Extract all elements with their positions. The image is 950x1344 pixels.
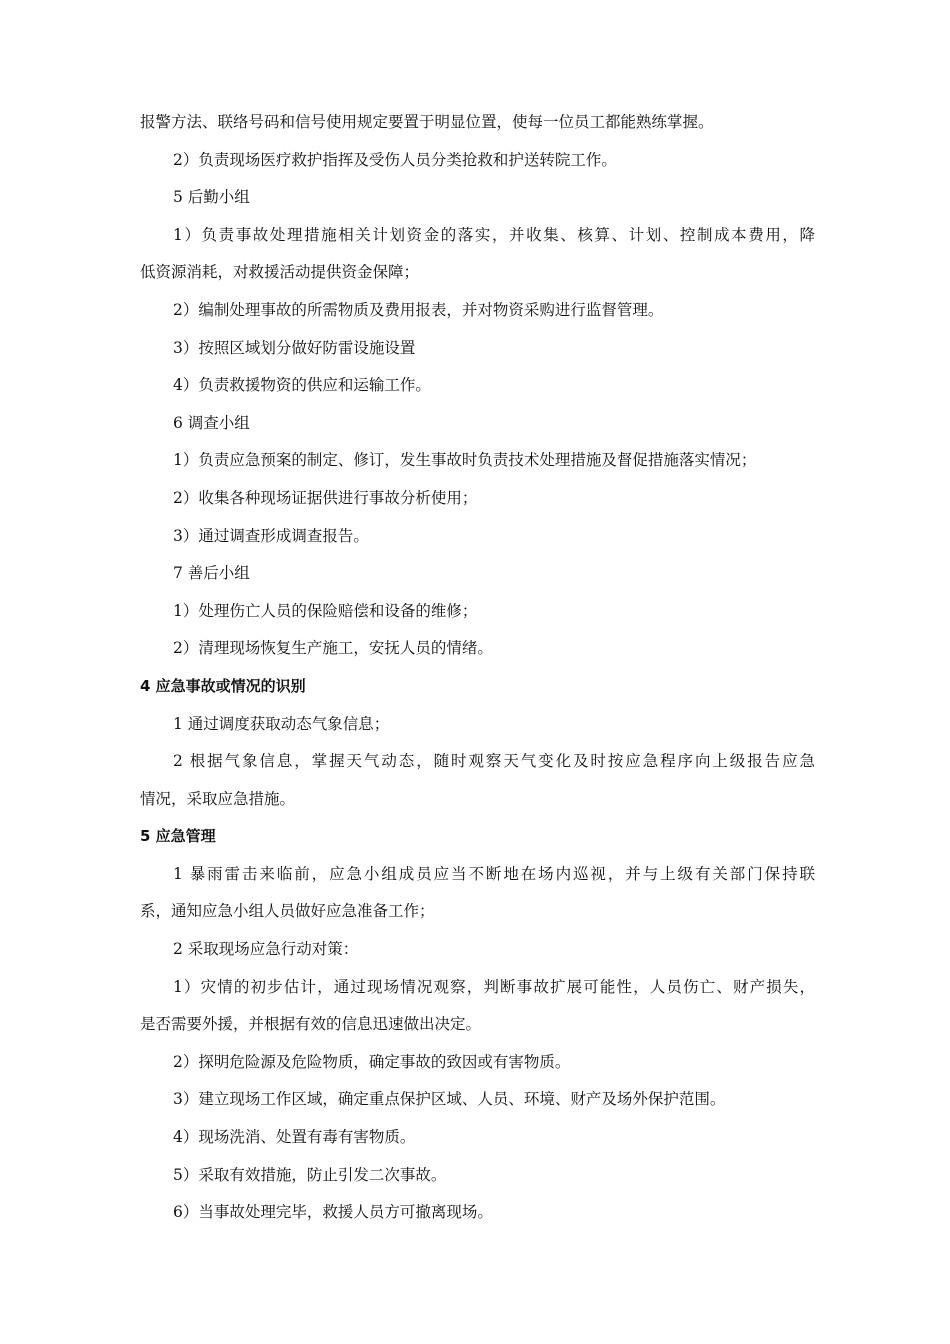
list-item-continuation: 是否需要外援，并根据有效的信息迅速做出决定。 — [140, 1015, 482, 1034]
list-item: 1 暴雨雷击来临前，应急小组成员应当不断地在场内巡视，并与上级有关部门保持联 — [173, 864, 815, 883]
list-item-continuation: 低资源消耗，对救援活动提供资金保障； — [140, 263, 420, 282]
list-item-continuation: 系，通知应急小组人员做好应急准备工作； — [140, 902, 435, 921]
list-item: 3）通过调查形成调查报告。 — [173, 526, 369, 545]
list-item: 1 通过调度获取动态气象信息； — [173, 714, 390, 733]
list-item: 6）当事故处理完毕，救援人员方可撤离现场。 — [173, 1203, 493, 1222]
list-item: 2）负责现场医疗救护指挥及受伤人员分类抢救和护送转院工作。 — [173, 150, 617, 169]
list-item: 4）负责救援物资的供应和运输工作。 — [173, 376, 431, 395]
paragraph-continuation: 报警方法、联络号码和信号使用规定要置于明显位置，使每一位员工都能熟练掌握。 — [140, 113, 714, 131]
list-item: 3）建立现场工作区域，确定重点保护区域、人员、环境、财产及场外保护范围。 — [173, 1090, 726, 1109]
document-page — [140, 104, 815, 1232]
list-item: 2）收集各种现场证据供进行事故分析使用； — [173, 488, 478, 507]
list-item: 1）负责应急预案的制定、修订，发生事故时负责技术处理措施及督促措施落实情况； — [173, 451, 757, 470]
list-item: 1）处理伤亡人员的保险赔偿和设备的维修； — [173, 601, 478, 620]
list-item-continuation: 情况，采取应急措施。 — [140, 789, 296, 808]
list-item: 4）现场洗消、处置有毒有害物质。 — [173, 1128, 416, 1147]
section-subheading-aftermath: 7 善后小组 — [173, 564, 250, 583]
list-item: 2）编制处理事故的所需物质及费用报表，并对物资采购进行监督管理。 — [173, 300, 664, 319]
list-item: 5）采取有效措施，防止引发二次事故。 — [173, 1165, 447, 1184]
list-item: 3）按照区域划分做好防雷设施设置 — [173, 338, 416, 357]
list-item: 1）负责事故处理措施相关计划资金的落实，并收集、核算、计划、控制成本费用，降 — [173, 225, 815, 244]
list-item: 2）探明危险源及危险物质，确定事故的致因或有害物质。 — [173, 1052, 571, 1071]
list-item: 2 根据气象信息，掌握天气动态，随时观察天气变化及时按应急程序向上级报告应急 — [173, 752, 815, 771]
section-subheading-investigation: 6 调查小组 — [173, 413, 250, 432]
list-item: 2）清理现场恢复生产施工，安抚人员的情绪。 — [173, 639, 493, 658]
list-item: 2 采取现场应急行动对策： — [173, 940, 359, 959]
section-heading-identification: 4 应急事故或情况的识别 — [140, 676, 306, 695]
section-subheading-logistics: 5 后勤小组 — [173, 188, 250, 207]
section-heading-management: 5 应急管理 — [140, 827, 216, 846]
list-item: 1）灾情的初步估计，通过现场情况观察，判断事故扩展可能性，人员伤亡、财产损失， — [173, 977, 815, 996]
